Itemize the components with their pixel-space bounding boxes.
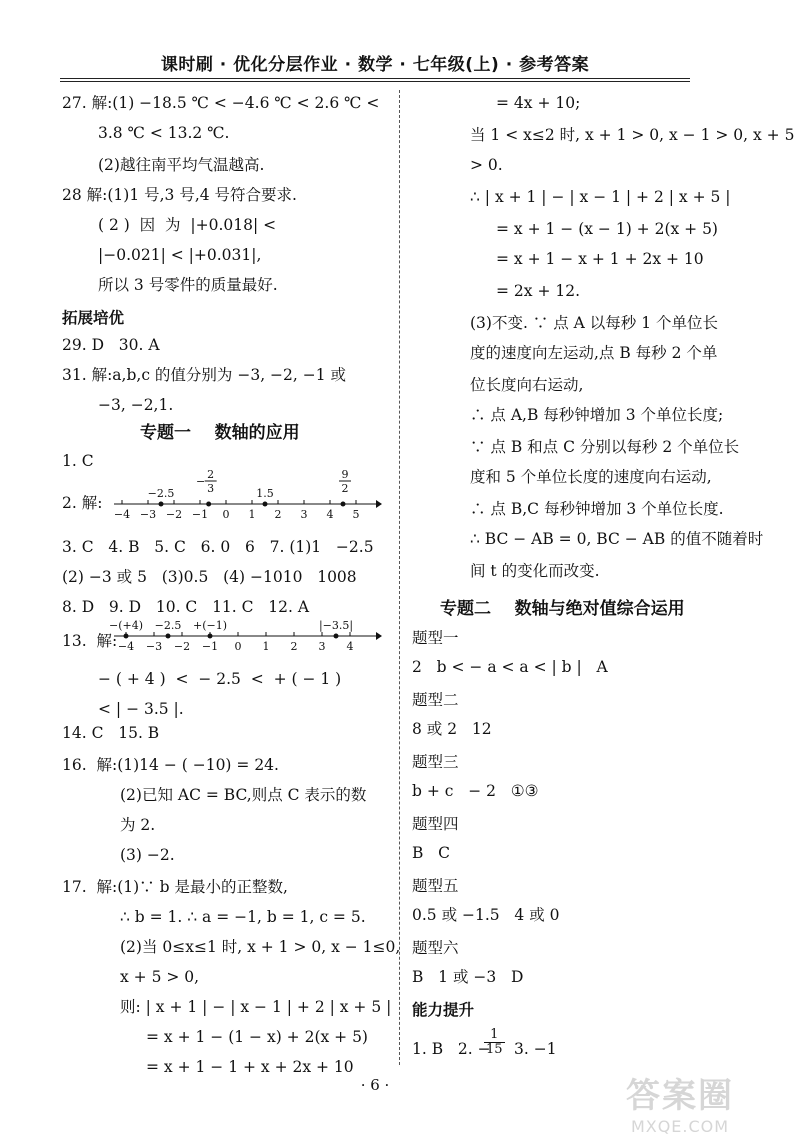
fraction-denominator: 3	[207, 482, 215, 495]
section-extension-heading: 拓展培优	[62, 309, 125, 327]
ability-heading: 能力提升	[412, 1001, 475, 1019]
q17-cont-line: = x + 1 − x + 1 + 2x + 10	[496, 250, 704, 268]
tick-label: 2	[274, 508, 282, 521]
tick-label: 0	[222, 508, 230, 521]
topic2-title: 专题二 数轴与绝对值综合运用	[440, 599, 685, 619]
q31-line: −3, −2,1.	[98, 396, 174, 414]
point-label: |−3.5|	[318, 619, 354, 632]
number-point	[263, 502, 268, 507]
number-line-q2	[112, 462, 382, 532]
fraction-denominator: 2	[341, 482, 349, 495]
header-rule	[60, 81, 690, 82]
tick-label: 0	[234, 640, 242, 653]
type-heading: 题型六	[412, 939, 459, 957]
q17-line: 17. 解:(1)∵ b 是最小的正整数,	[62, 878, 288, 896]
column-divider	[399, 90, 400, 1065]
page-number: · 6 ·	[360, 1076, 390, 1094]
tick-label: −3	[139, 508, 157, 521]
fraction	[484, 1028, 505, 1057]
watermark-url: MXQE.COM	[630, 1117, 730, 1136]
q17-line: = x + 1 − (1 − x) + 2(x + 5)	[146, 1028, 368, 1046]
q17-cont-line: ∴ | x + 1 | − | x − 1 | + 2 | x + 5 |	[470, 188, 731, 206]
type-heading: 题型二	[412, 691, 459, 709]
type-answer: 2 b < − a < a < | b | A	[412, 658, 608, 676]
watermark-logo	[626, 1068, 734, 1136]
q28-line: 28 解:(1)1 号,3 号,4 号符合要求.	[62, 186, 297, 204]
type-answer: B C	[412, 844, 451, 862]
point-label: +(−1)	[192, 619, 228, 632]
q27-line: 27. 解:(1) −18.5 ℃ < −4.6 ℃ < 2.6 ℃ <	[62, 94, 380, 112]
q17-cont-line: = x + 1 − (x − 1) + 2(x + 5)	[496, 220, 718, 238]
tick-label: 3	[318, 640, 326, 653]
point-label: −2.5	[154, 619, 182, 632]
answer-line: 14. C 15. B	[62, 724, 160, 742]
number-point	[206, 502, 211, 507]
answer-line: (2) −3 或 5 (3)0.5 (4) −1010 1008	[62, 568, 357, 586]
q16-line: (3) −2.	[120, 846, 175, 864]
tick-label: −2	[165, 508, 183, 521]
number-point	[159, 502, 164, 507]
q17-cont-line: > 0.	[470, 156, 503, 174]
fraction-sign: −	[196, 475, 206, 488]
fraction-numerator: 9	[341, 468, 349, 481]
tick-label: −2	[173, 640, 191, 653]
q27-line: (2)越往南平均气温越高.	[98, 156, 265, 174]
q2-label: 2. 解:	[62, 494, 103, 512]
q16-line: 16. 解:(1)14 − ( −10) = 24.	[62, 756, 279, 774]
type-heading: 题型一	[412, 629, 459, 647]
type-answer: b + c − 2 ①③	[412, 782, 539, 800]
header-rule	[60, 78, 690, 79]
tick-label: −4	[117, 640, 135, 653]
q17-line: 则: | x + 1 | − | x − 1 | + 2 | x + 5 |	[120, 998, 392, 1016]
number-point	[124, 634, 129, 639]
answer-line: 3. C 4. B 5. C 6. 0 6 7. (1)1 −2.5	[62, 538, 374, 556]
q17-cont-line: 位长度向右运动,	[470, 376, 584, 394]
q17-cont-line: (3)不变. ∵ 点 A 以每秒 1 个单位长	[470, 314, 719, 332]
q31-line: 31. 解:a,b,c 的值分别为 −3, −2, −1 或	[62, 366, 347, 384]
number-point	[334, 634, 339, 639]
tick-label: 4	[346, 640, 354, 653]
q17-line: ∴ b = 1. ∴ a = −1, b = 1, c = 5.	[120, 908, 366, 926]
axis-arrow	[376, 500, 382, 508]
q17-cont-line: ∴ BC − AB = 0, BC − AB 的值不随着时	[470, 530, 764, 548]
ability-answer: 3. −1	[514, 1040, 557, 1058]
type-heading: 题型五	[412, 877, 459, 895]
tick-label: 1	[262, 640, 270, 653]
q17-line: (2)当 0≤x≤1 时, x + 1 > 0, x − 1≤0,	[120, 938, 401, 956]
fraction-denominator: 15	[486, 1042, 503, 1057]
q17-cont-line: = 2x + 12.	[496, 282, 581, 300]
q17-cont-line: 间 t 的变化而改变.	[470, 562, 600, 580]
point-label: −2.5	[147, 487, 175, 500]
q17-cont-line: ∴ 点 B,C 每秒钟增加 3 个单位长度.	[470, 500, 724, 518]
type-answer: 8 或 2 12	[412, 720, 492, 738]
answer-line: 8. D 9. D 10. C 11. C 12. A	[62, 598, 310, 616]
number-point	[166, 634, 171, 639]
q17-cont-line: ∴ 点 A,B 每秒钟增加 3 个单位长度;	[470, 406, 724, 424]
tick-label: −4	[113, 508, 131, 521]
q17-line: x + 5 > 0,	[120, 968, 200, 986]
tick-label: 1	[248, 508, 256, 521]
number-line-q13	[108, 619, 382, 660]
type-heading: 题型三	[412, 753, 459, 771]
fraction-numerator: 2	[207, 468, 215, 481]
q16-line: 为 2.	[120, 816, 156, 834]
number-point	[341, 502, 346, 507]
tick-label: −1	[191, 508, 209, 521]
q13-line: − ( + 4 ) < − 2.5 < + ( − 1 )	[98, 670, 342, 688]
tick-label: 3	[300, 508, 308, 521]
type-answer: 0.5 或 −1.5 4 或 0	[412, 906, 560, 924]
tick-label: 4	[326, 508, 334, 521]
q17-line: = x + 1 − 1 + x + 2x + 10	[146, 1058, 354, 1076]
q13-label: 13. 解:	[62, 632, 118, 650]
point-label: −(+4)	[108, 619, 144, 632]
number-point	[208, 634, 213, 639]
topic1-title: 专题一 数轴的应用	[140, 423, 300, 443]
type-heading: 题型四	[412, 815, 459, 833]
q28-line: 所以 3 号零件的质量最好.	[98, 276, 278, 294]
watermark-text: 答案圈	[626, 1076, 734, 1116]
q28-line: ( 2 ) 因 为 |+0.018| <	[98, 216, 277, 234]
q13-line: < | − 3.5 |.	[98, 700, 184, 718]
q27-line: 3.8 ℃ < 13.2 ℃.	[98, 124, 230, 142]
answer-line: 29. D 30. A	[62, 336, 160, 354]
q17-cont-line: 度和 5 个单位长度的速度向右运动,	[470, 468, 712, 486]
tick-label: −1	[201, 640, 219, 653]
fraction-numerator: 1	[484, 1028, 505, 1043]
ability-answer: 1. B 2. −	[412, 1040, 491, 1058]
answer-line: 1. C	[62, 452, 94, 470]
q28-line: |−0.021| < |+0.031|,	[98, 246, 262, 264]
q17-cont-line: 度的速度向左运动,点 B 每秒 2 个单	[470, 344, 718, 362]
q17-cont-line: ∵ 点 B 和点 C 分别以每秒 2 个单位长	[470, 438, 740, 456]
type-answer: B 1 或 −3 D	[412, 968, 524, 986]
q17-cont-line: 当 1 < x≤2 时, x + 1 > 0, x − 1 > 0, x + 5	[470, 126, 794, 144]
page-header: 课时刷 · 优化分层作业 · 数学 · 七年级(上) · 参考答案	[160, 55, 590, 75]
q17-cont-line: = 4x + 10;	[496, 94, 581, 112]
tick-label: −3	[145, 640, 163, 653]
tick-label: 5	[352, 508, 360, 521]
point-label: 1.5	[256, 487, 274, 500]
q16-line: (2)已知 AC = BC,则点 C 表示的数	[120, 786, 367, 804]
axis-arrow	[376, 632, 382, 640]
tick-label: 2	[290, 640, 298, 653]
